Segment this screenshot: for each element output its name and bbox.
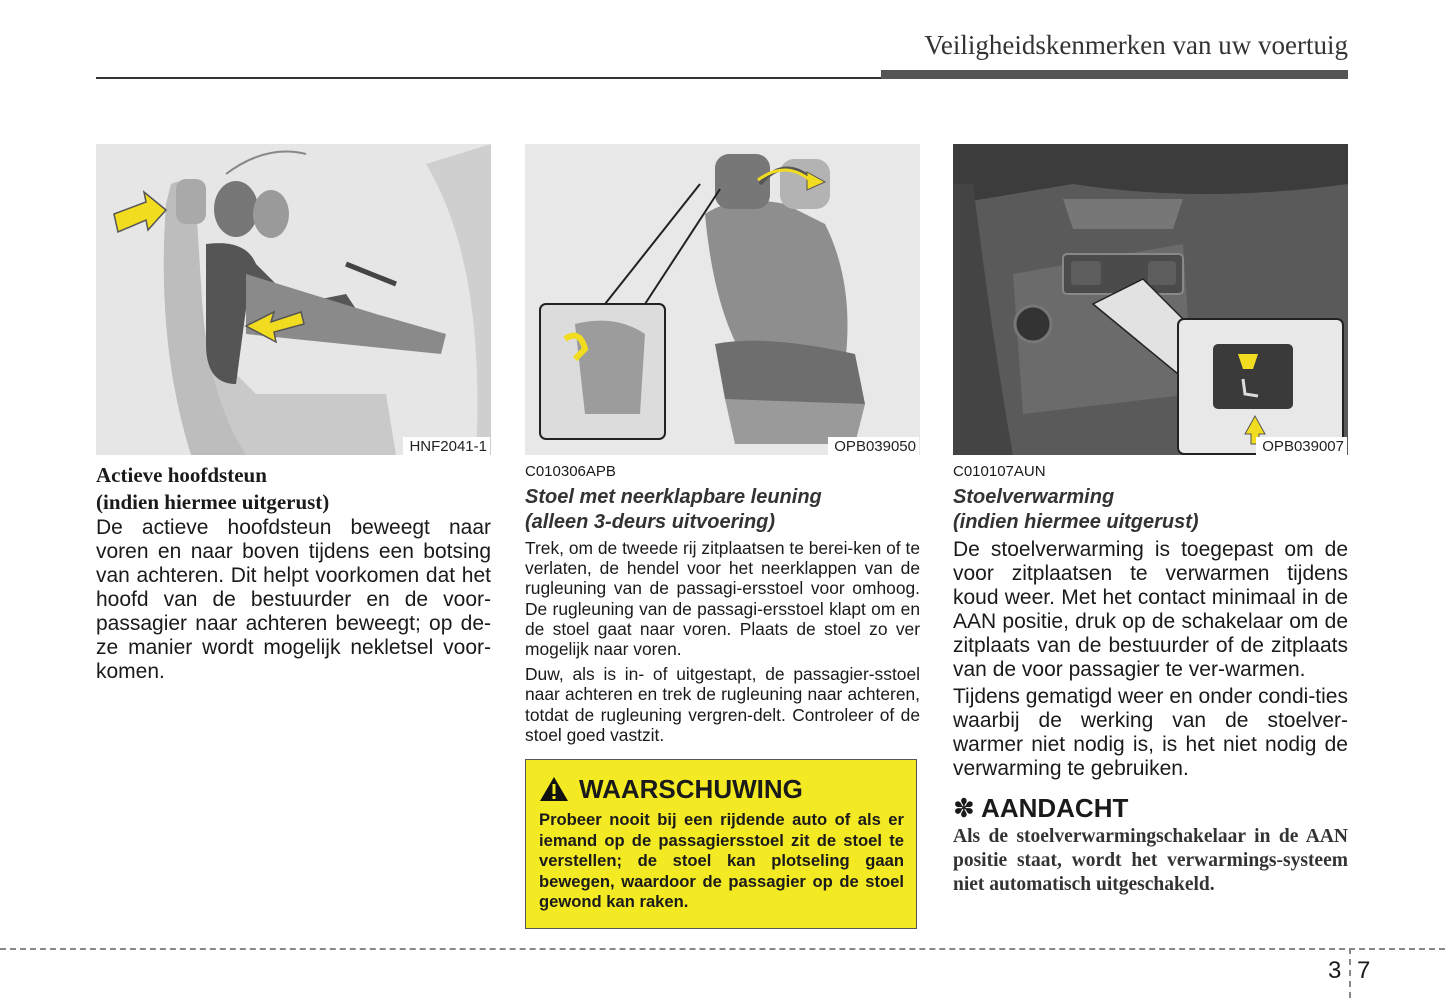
section-code: C010306APB xyxy=(525,463,616,480)
page-header-title: Veiligheidskenmerken van uw voertuig xyxy=(924,30,1348,60)
figure-code: OPB039050 xyxy=(828,437,919,455)
figure-folding-seat xyxy=(525,144,920,455)
section-heading-line2: (alleen 3-deurs uitvoering) xyxy=(525,511,776,533)
section-paragraph: Trek, om de tweede rij zitplaatsen te berei-ken of te verlaten, de hendel voor het neerklappen van de rugleuning van de passagi-ersstoel voor omhoog. De rugleuning van de passagi-ersstoel klapt om en de stoel gaat naar voren. Plaats de stoel zo ver mogelijk naar voren. xyxy=(525,538,920,660)
section-heading-line2: (indien hiermee uitgerust) xyxy=(953,511,1199,533)
section-heading-line1: Stoel met neerklapbare leuning xyxy=(525,486,822,508)
footer-divider xyxy=(0,948,1445,950)
folding-seat-illustration xyxy=(525,144,920,455)
warning-triangle-icon xyxy=(539,776,569,802)
page-number: 7 xyxy=(1357,957,1371,984)
section-heading xyxy=(525,485,920,535)
warning-box xyxy=(525,759,917,929)
section-heading xyxy=(953,485,1348,535)
section-folding-seat xyxy=(525,462,920,745)
note-title: ✽ AANDACHT xyxy=(953,793,1129,823)
figure-active-headrest xyxy=(96,144,491,455)
warning-title: WAARSCHUWING xyxy=(579,774,803,804)
figure-code: OPB039007 xyxy=(1256,437,1347,455)
section-paragraph: Duw, als is in- of uitgestapt, de passagier-sstoel naar achteren en trek de rugleuning naar achteren, totdat de rugleuning vergren-delt. Controleer of de stoel goed vastzit. xyxy=(525,664,920,745)
seat-heater-switch-illustration xyxy=(953,144,1348,455)
note-text: Als de stoelverwarmingschakelaar in de AAN positie staat, wordt het verwarmings-systeem niet automatisch uitgeschakeld. xyxy=(953,826,1348,895)
warning-text: Probeer nooit bij een rijdende auto of als er iemand op de passagiersstoel zit de stoel te verstellen; de stoel kan plotseling gaan bewegen, waardoor de passagier op de stoel gewond kan raken. xyxy=(539,810,904,912)
header-rule-thick xyxy=(881,70,1348,79)
warning-title-row xyxy=(539,774,904,804)
section-seat-heater xyxy=(953,462,1348,897)
page-section-number: 3 xyxy=(1328,957,1342,984)
section-code: C010107AUN xyxy=(953,463,1046,480)
section-paragraph: De stoelverwarming is toegepast om de voor zitplaatsen te verwarmen tijdens koud weer. Met het contact minimaal in de AAN positie, druk op de schakelaar om de zitplaats van de bestuurder of de zitplaats van de voor passagier te ver-warmen. xyxy=(953,538,1348,681)
header-rule xyxy=(96,77,881,79)
page-number-separator xyxy=(1349,948,1351,998)
section-heading-line1: Stoelverwarming xyxy=(953,486,1115,508)
headrest-illustration xyxy=(96,144,491,455)
section-active-headrest xyxy=(96,462,491,684)
section-subheading: (indien hiermee uitgerust) xyxy=(96,490,330,514)
section-heading: Actieve hoofdsteun xyxy=(96,463,267,487)
section-paragraph: Tijdens gematigd weer en onder condi-ties waarbij de werking van de stoelver-warmer niet nodig is, is het niet nodig de verwarming te gebruiken. xyxy=(953,685,1348,780)
figure-seat-heater xyxy=(953,144,1348,455)
figure-code: HNF2041-1 xyxy=(403,437,490,455)
section-body: De actieve hoofdsteun beweegt naar voren en naar boven tijdens een botsing van achteren. Dit helpt voorkomen dat het hoofd van de bestuurder en de voor-passagier naar achteren beweegt; op de-ze manier wordt mogelijk nekletsel voor-komen. xyxy=(96,516,491,683)
